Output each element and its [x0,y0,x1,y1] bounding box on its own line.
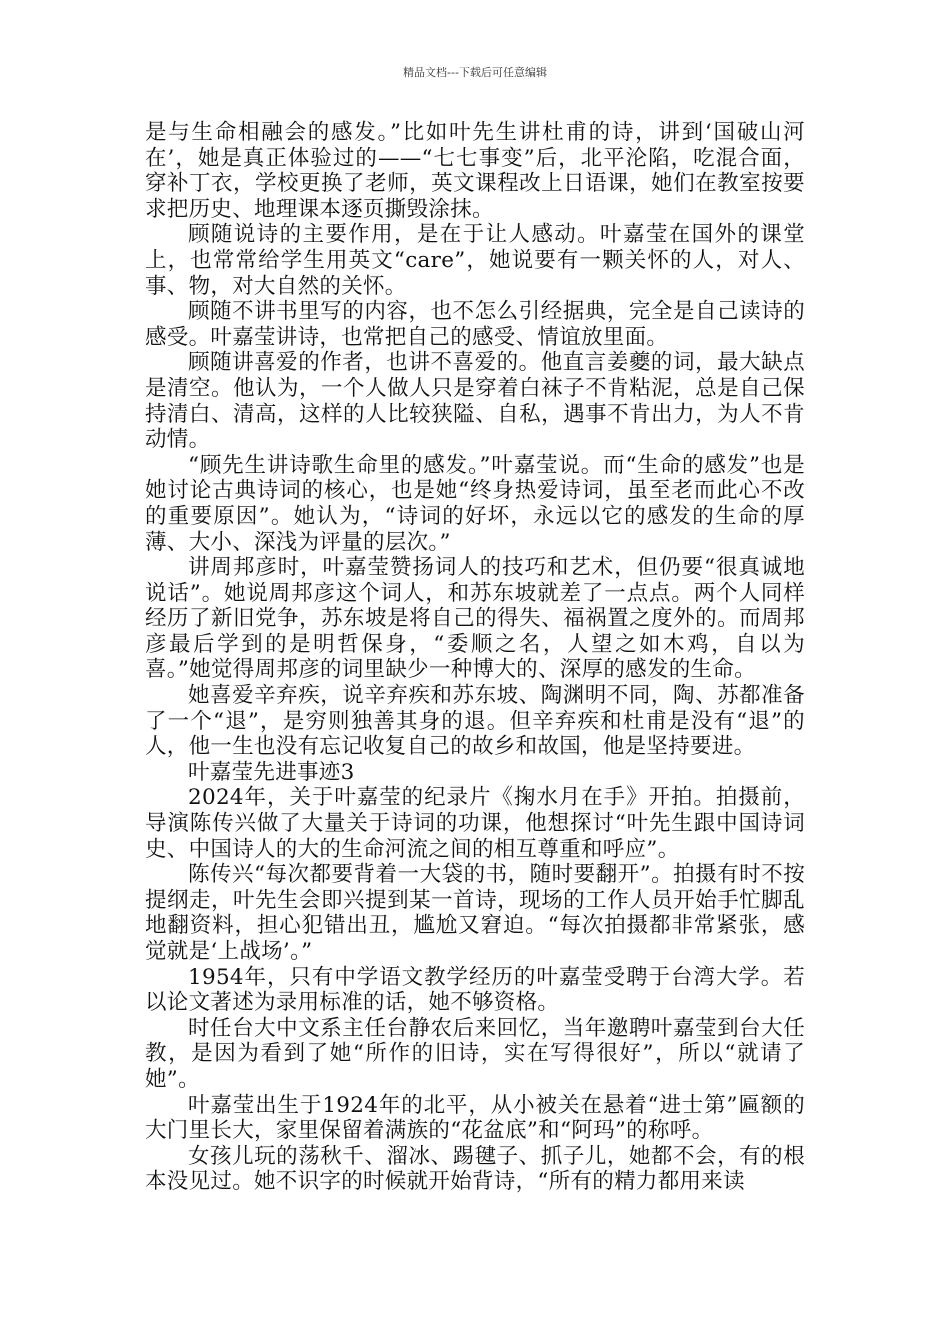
section-heading: 叶嘉莹先进事迹3 [188,759,355,785]
paragraph: 时任台大中文系主任台静农后来回忆，当年邀聘叶嘉莹到台大任教，是因为看到了她“所作的旧诗，实在写得很好”，所以“就请了她”。 [145,1015,805,1092]
document-body [145,120,805,1195]
paragraph: “顾先生讲诗歌生命里的感发。”叶嘉莹说。而“生命的感发”也是她讨论古典诗词的核心，也是她“终身热爱诗词，虽至老而此心不改的重要原因”。她认为，“诗词的好坏，永远以它的感发的生命的厚薄、大小、深浅为评量的层次。” [145,452,805,555]
paragraph: 她喜爱辛弃疾，说辛弃疾和苏东坡、陶渊明不同，陶、苏都准备了一个“退”，是穷则独善其身的退。但辛弃疾和杜甫是没有“退”的人，他一生也没有忘记收复自己的故乡和故国，他是坚持要进。 [145,683,805,760]
paragraph: 顾随说诗的主要作用，是在于让人感动。叶嘉莹在国外的课堂上，也常常给学生用英文“care”，她说要有一颗关怀的人，对人、事、物，对大自然的关怀。 [145,222,805,299]
paragraph: 叶嘉莹出生于1924年的北平，从小被关在悬着“进士第”匾额的大门里长大，家里保留着满族的“花盆底”和“阿玛”的称呼。 [145,1092,805,1144]
paragraph: 陈传兴“每次都要背着一大袋的书，随时要翻开”。拍摄有时不按提纲走，叶先生会即兴提到某一首诗，现场的工作人员开始手忙脚乱地翻资料，担心犯错出丑，尴尬又窘迫。“每次拍摄都非常紧张，感觉就是‘上战场’。” [145,862,805,964]
paragraph: 讲周邦彦时，叶嘉莹赞扬词人的技巧和艺术，但仍要“很真诚地说话”。她说周邦彦这个词人，和苏东坡就差了一点点。两个人同样经历了新旧党争，苏东坡是将自己的得失、福祸置之度外的。而周邦彦最后学到的是明哲保身，“委顺之名，人望之如木鸡，自以为喜。”她觉得周邦彦的词里缺少一种博大的、深厚的感发的生命。 [145,555,805,683]
paragraph: 1954年，只有中学语文教学经历的叶嘉莹受聘于台湾大学。若以论文著述为录用标准的话，她不够资格。 [145,964,805,1016]
paragraph: 顾随讲喜爱的作者，也讲不喜爱的。他直言姜夔的词，最大缺点是清空。他认为，一个人做人只是穿着白袜子不肯粘泥，总是自己保持清白、清高，这样的人比较狭隘、自私，遇事不肯出力，为人不肯动情。 [145,350,805,453]
page-header: 精品文档---下载后可任意编辑 [403,66,547,79]
paragraph: 2024年，关于叶嘉莹的纪录片《掬水月在手》开拍。拍摄前，导演陈传兴做了大量关于诗词的功课，他想探讨“叶先生跟中国诗词史、中国诗人的大的生命河流之间的相互尊重和呼应”。 [145,785,805,862]
paragraph: 女孩儿玩的荡秋千、溜冰、踢毽子、抓子儿，她都不会，有的根本没见过。她不识字的时候就开始背诗，“所有的精力都用来读 [145,1143,805,1195]
paragraph: 顾随不讲书里写的内容，也不怎么引经据典，完全是自己读诗的感受。叶嘉莹讲诗，也常把自己的感受、情谊放里面。 [145,299,805,350]
paragraph: 是与生命相融会的感发。”比如叶先生讲杜甫的诗，讲到‘国破山河在’，她是真正体验过的——“七七事变”后，北平沦陷，吃混合面，穿补丁衣，学校更换了老师，英文课程改上日语课，她们在教室按要求把历史、地理课本逐页撕毁涂抹。 [145,120,805,222]
